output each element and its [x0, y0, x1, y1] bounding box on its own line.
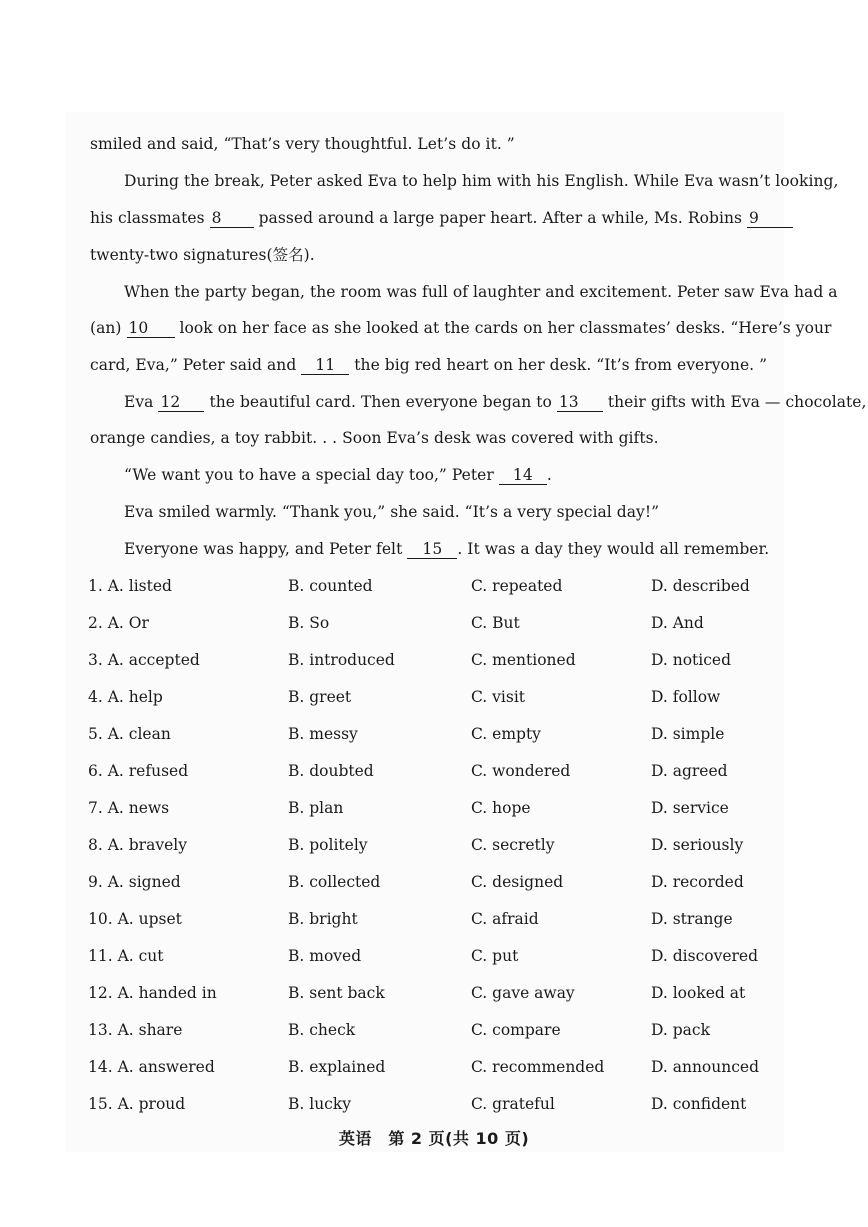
option-c: C. hope	[471, 799, 531, 817]
passage-line: “We want you to have a special day too,” Peter 14 .	[124, 466, 552, 484]
option-d: D. discovered	[651, 947, 759, 965]
option-c: C. repeated	[471, 577, 563, 595]
passage-line: Eva 12 the beautiful card. Then everyone began to 13 their gifts with Eva — chocolate,	[124, 393, 867, 411]
answer-blank-12: 12	[158, 393, 204, 412]
option-a: 3. A. accepted	[88, 651, 200, 669]
option-c: C. visit	[471, 688, 526, 706]
option-b: B. moved	[288, 947, 362, 965]
answer-blank-13: 13	[557, 393, 603, 412]
passage-line: Everyone was happy, and Peter felt 15 . It was a day they would all remember.	[124, 540, 770, 558]
option-d: D. looked at	[651, 984, 746, 1002]
option-d: D. service	[651, 799, 729, 817]
option-c: C. gave away	[471, 984, 575, 1002]
option-a: 9. A. signed	[88, 873, 181, 891]
option-b: B. explained	[288, 1058, 386, 1076]
option-a: 8. A. bravely	[88, 836, 187, 854]
option-b: B. lucky	[288, 1095, 352, 1113]
option-b: B. introduced	[288, 651, 395, 669]
option-c: C. recommended	[471, 1058, 605, 1076]
option-a: 7. A. news	[88, 799, 170, 817]
passage-line: (an) 10 look on her face as she looked at the cards on her classmates’ desks. “Here’s your	[90, 319, 832, 337]
option-b: B. check	[288, 1021, 356, 1039]
option-c: C. wondered	[471, 762, 571, 780]
passage-line: smiled and said, “That’s very thoughtful. Let’s do it. ”	[90, 135, 515, 153]
option-d: D. recorded	[651, 873, 744, 891]
option-b: B. sent back	[288, 984, 385, 1002]
option-b: B. bright	[288, 910, 358, 928]
option-d: D. noticed	[651, 651, 732, 669]
question-options-row	[88, 909, 768, 929]
passage-line: Eva smiled warmly. “Thank you,” she said. “It’s a very special day!”	[124, 503, 660, 521]
question-options-row	[88, 576, 768, 596]
option-d: D. follow	[651, 688, 721, 706]
question-options-row	[88, 946, 768, 966]
option-a: 12. A. handed in	[88, 984, 217, 1002]
answer-blank-10: 10	[127, 319, 175, 338]
option-b: B. counted	[288, 577, 373, 595]
option-a: 10. A. upset	[88, 910, 182, 928]
question-options-row	[88, 1057, 768, 1077]
option-b: B. greet	[288, 688, 352, 706]
option-a: 13. A. share	[88, 1021, 183, 1039]
question-options-row	[88, 724, 768, 744]
question-options-row	[88, 872, 768, 892]
question-options-row	[88, 983, 768, 1003]
option-d: D. strange	[651, 910, 733, 928]
option-a: 1. A. listed	[88, 577, 172, 595]
option-c: C. But	[471, 614, 520, 632]
option-c: C. grateful	[471, 1095, 555, 1113]
passage-line: When the party began, the room was full of laughter and excitement. Peter saw Eva had a	[124, 283, 838, 301]
passage-line: his classmates 8 passed around a large paper heart. After a while, Ms. Robins 9	[90, 208, 766, 228]
option-d: D. seriously	[651, 836, 744, 854]
option-d: D. And	[651, 614, 704, 632]
option-d: D. simple	[651, 725, 725, 743]
answer-blank-11: 11	[301, 356, 349, 375]
option-c: C. put	[471, 947, 519, 965]
option-b: B. doubted	[288, 762, 374, 780]
answer-blank-9: 9	[747, 209, 793, 228]
answer-blank-8: 8	[210, 209, 254, 228]
passage-line: orange candies, a toy rabbit. . . Soon Eva’s desk was covered with gifts.	[90, 429, 659, 447]
option-c: C. compare	[471, 1021, 561, 1039]
option-d: D. agreed	[651, 762, 728, 780]
option-b: B. messy	[288, 725, 358, 743]
option-a: 4. A. help	[88, 688, 163, 706]
question-options-row	[88, 613, 768, 633]
option-d: D. confident	[651, 1095, 747, 1113]
answer-blank-15: 15	[407, 540, 457, 559]
option-c: C. secretly	[471, 836, 555, 854]
question-options-row	[88, 798, 768, 818]
option-a: 11. A. cut	[88, 947, 164, 965]
option-a: 15. A. proud	[88, 1095, 186, 1113]
question-options-row	[88, 1020, 768, 1040]
passage-line: twenty-two signatures(签名).	[90, 246, 315, 264]
option-b: B. collected	[288, 873, 381, 891]
passage-line: During the break, Peter asked Eva to help him with his English. While Eva wasn’t looking,	[124, 172, 839, 190]
option-c: C. mentioned	[471, 651, 576, 669]
option-a: 2. A. Or	[88, 614, 149, 632]
option-c: C. empty	[471, 725, 541, 743]
option-b: B. politely	[288, 836, 368, 854]
option-c: C. designed	[471, 873, 564, 891]
option-a: 5. A. clean	[88, 725, 171, 743]
answer-blank-14: 14	[499, 466, 547, 485]
option-d: D. announced	[651, 1058, 760, 1076]
option-c: C. afraid	[471, 910, 539, 928]
question-options-row	[88, 761, 768, 781]
option-d: D. described	[651, 577, 750, 595]
option-d: D. pack	[651, 1021, 710, 1039]
page-footer: 英语 第 2 页(共 10 页)	[338, 1129, 530, 1148]
question-options-row	[88, 687, 768, 707]
option-b: B. plan	[288, 799, 344, 817]
question-options-row	[88, 835, 768, 855]
question-options-row	[88, 1094, 768, 1114]
option-a: 14. A. answered	[88, 1058, 215, 1076]
question-options-row	[88, 650, 768, 670]
passage-line: card, Eva,” Peter said and 11 the big red heart on her desk. “It’s from everyone. ”	[90, 356, 768, 374]
option-a: 6. A. refused	[88, 762, 189, 780]
option-b: B. So	[288, 614, 330, 632]
